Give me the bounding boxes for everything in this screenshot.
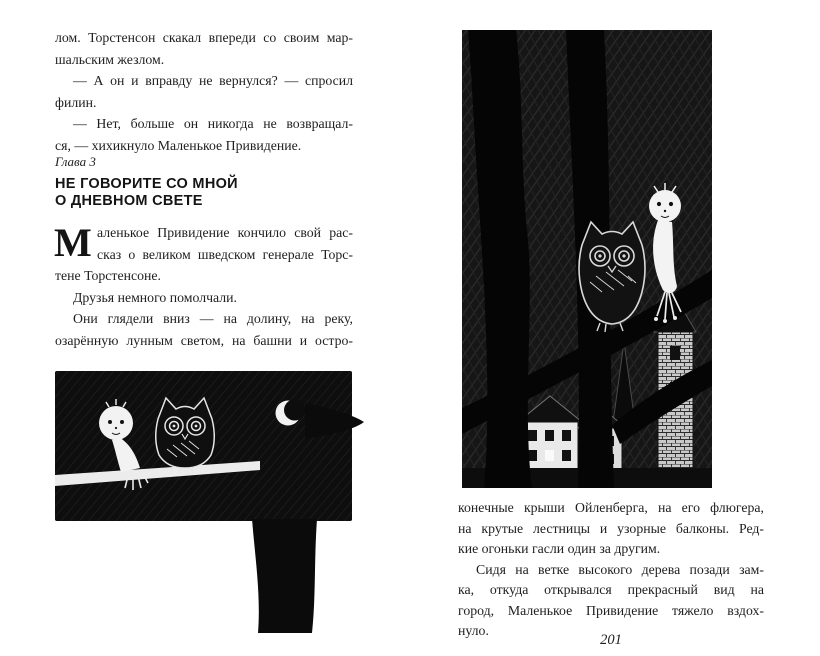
text-line: Они глядели вниз — на долину, на реку, [73, 311, 353, 326]
text-line: ка, откуда открывался прекрасный вид на [458, 582, 764, 597]
tree-trunk [252, 519, 317, 633]
chapter-title [55, 176, 353, 210]
text-line: лом. Торстенсон скакал впереди со своим мар- [55, 30, 353, 45]
chapter-title-line: О ДНЕВНОМ СВЕТЕ [55, 193, 203, 209]
left-page-body-paragraphs [55, 222, 353, 351]
text-line: озарённую лунным светом, на башни и остро- [55, 332, 353, 348]
chapter-title-line: НЕ ГОВОРИТЕ СО МНОЙ [55, 176, 238, 192]
text-line: нуло. [458, 623, 489, 638]
text-line: аленькое Привидение кончило свой рас- [97, 225, 353, 240]
text-line: конечные крыши Ойленберга, на его флюгера, [458, 500, 764, 515]
text-line: Друзья немного помолчали. [73, 289, 237, 305]
illustration-ghost-owl-branch [55, 371, 367, 633]
right-page-body-paragraphs [458, 498, 764, 642]
text-line: город, Маленькое Привидение тяжело вздох- [458, 602, 764, 618]
text-line: — А он и вправду не вернулся? — спросил [73, 73, 353, 88]
drop-cap-letter: М [54, 220, 92, 265]
text-line: тене Торстенсоне. [55, 268, 161, 283]
text-line: ся, — хихикнуло Маленькое Привидение. [55, 137, 302, 153]
illustration-ghost-owl-town [462, 30, 712, 488]
text-line: сказ о великом шведском генерале Торс- [97, 246, 353, 262]
text-line: Сидя на ветке высокого дерева позади зам- [476, 561, 764, 577]
text-line: филин. [55, 94, 97, 110]
text-line: кие огоньки гасли один за другим. [458, 541, 661, 556]
text-line: шальским жезлом. [55, 51, 165, 67]
text-line: — Нет, больше он никогда не возвращал- [73, 116, 353, 131]
chapter-label: Глава 3 [55, 154, 96, 169]
page-number: 201 [600, 632, 622, 648]
left-page-opening-paragraphs [55, 27, 353, 156]
text-line: на крутые лестницы и узорные балконы. Ред- [458, 520, 764, 536]
